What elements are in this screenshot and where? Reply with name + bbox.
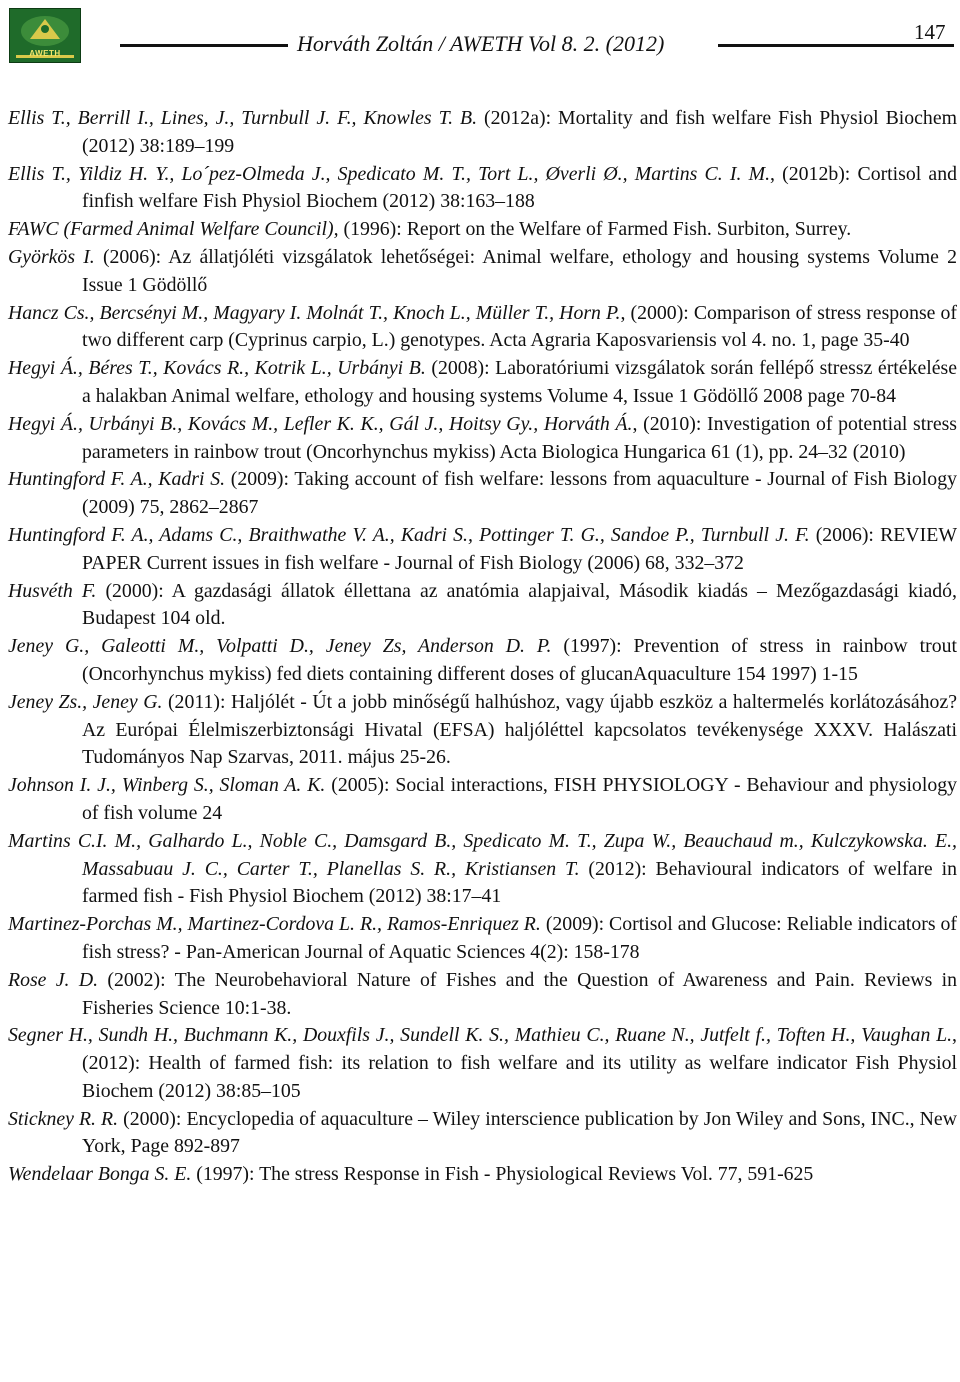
- reference-entry: [8, 578, 957, 634]
- reference-entry: [8, 216, 957, 244]
- reference-details: (2005): Social interactions, FISH PHYSIOLOGY - Behaviour and physiology of fish volume 24: [82, 774, 957, 824]
- reference-authors: Martins C.I. M., Galhardo L., Noble C., Damsgard B., Spedicato M. T., Zupa W., Beauchaud m., Kulczykowska. E., Massabuau J. C., Carter T., Planellas S. R., Kristiansen T.: [8, 829, 957, 880]
- reference-entry: [8, 772, 957, 828]
- reference-authors: Györkös I.: [8, 245, 95, 268]
- reference-details: , (2010): Investigation of potential stress parameters in rainbow trout (Oncorhynchus mykiss) Acta Biologica Hungarica 61 (1), pp. 24–32 (2010): [82, 412, 958, 463]
- reference-entry: [8, 355, 957, 411]
- reference-details: (2002): The Neurobehavioral Nature of Fishes and the Question of Awareness and Pain. Reviews in Fisheries Science 10:1-38.: [82, 968, 957, 1019]
- reference-authors: Hancz Cs., Bercsényi M., Magyary I. Molnát T., Knoch L., Müller T., Horn P.: [8, 301, 621, 324]
- header-rule-left: [120, 44, 288, 47]
- reference-entry: [8, 828, 957, 911]
- reference-entry: [8, 1106, 957, 1162]
- reference-details: (1997): Prevention of stress in rainbow trout (Oncorhynchus mykiss) fed diets containing different doses of glucanAquaculture 154 1997) 1-15: [82, 635, 957, 685]
- reference-authors: Husvéth F.: [8, 579, 97, 602]
- reference-details: (1996): Report on the Welfare of Farmed Fish. Surbiton, Surrey.: [338, 218, 852, 241]
- reference-authors: Jeney Zs., Jeney G.: [8, 690, 163, 713]
- reference-details: (2000): A gazdasági állatok éllettana az anatómia alapjaival, Második kiadás – Mezőgazdasági kiadó, Budapest 104 old.: [82, 579, 957, 630]
- reference-details: , (2012): Health of farmed fish: its relation to fish welfare and its utility as welfare indicator Fish Physiol Biochem (2012) 38:85–105: [82, 1024, 957, 1102]
- reference-details: (2008): Laboratóriumi vizsgálatok során fellépő stressz értékelése a halakban Animal welfare, ethology and housing systems Volume 4, Issue 1 Gödöllő 2008 page 70-84: [82, 357, 957, 407]
- reference-entry: [8, 300, 957, 356]
- reference-entry: [8, 689, 957, 772]
- reference-authors: FAWC (Farmed Animal Welfare Council),: [8, 218, 339, 241]
- reference-entry: [8, 466, 957, 522]
- reference-entry: [8, 1022, 957, 1105]
- reference-authors: Rose J. D.: [8, 968, 99, 991]
- reference-details: , (2012b): Cortisol and finfish welfare Fish Physiol Biochem (2012) 38:163–188: [82, 162, 957, 213]
- reference-details: (1997): The stress Response in Fish - Physiological Reviews Vol. 77, 591-625: [191, 1163, 814, 1186]
- reference-entry: [8, 411, 957, 467]
- reference-details: (2009): Cortisol and Glucose: Reliable indicators of fish stress? - Pan-American Journal of Aquatic Sciences 4(2): 158-178: [82, 913, 958, 963]
- reference-entry: [8, 105, 957, 161]
- reference-authors: Huntingford F. A., Kadri S.: [8, 468, 226, 491]
- reference-authors: Segner H., Sundh H., Buchmann K., Douxfils J., Sundell K. S., Mathieu C., Ruane N., Jutfelt f., Toften H., Vaughan L.: [8, 1024, 953, 1047]
- reference-entry: [8, 1161, 957, 1189]
- reference-details: (2012a): Mortality and fish welfare Fish Physiol Biochem (2012) 38:189–199: [82, 107, 957, 157]
- reference-details: (2000): Encyclopedia of aquaculture – Wiley interscience publication by Jon Wiley and Sons, INC., New York, Page 892-897: [82, 1107, 958, 1158]
- reference-entry: [8, 522, 957, 578]
- reference-details: , (2000): Comparison of stress response of two different carp (Cyprinus carpio, L.) genotypes. Acta Agraria Kaposvariensis vol 4. no. 1, page 35-40: [82, 301, 957, 352]
- reference-entry: [8, 911, 957, 967]
- reference-entry: [8, 161, 957, 217]
- reference-entry: [8, 244, 957, 300]
- reference-details: (2011): Haljólét - Út a jobb minőségű halhúshoz, vagy újabb eszköz a haltermelés korlátozásához? Az Európai Élelmiszerbiztonsági Hivatal (EFSA) haljóléttel kapcsolatos tevékenysége XXXV. Halászati Tudományos Nap Szarvas, 2011. május 25-26.: [82, 690, 958, 769]
- reference-authors: Hegyi Á., Béres T., Kovács R., Kotrik L., Urbányi B.: [8, 357, 426, 380]
- reference-details: (2012): Behavioural indicators of welfare in farmed fish - Fish Physiol Biochem (2012) 38:17–41: [82, 857, 957, 908]
- reference-details: (2006): Az állatjóléti vizsgálatok lehetőségei: Animal welfare, ethology and housing systems Volume 2 Issue 1 Gödöllő: [82, 245, 957, 296]
- running-title: Horváth Zoltán / AWETH Vol 8. 2. (2012): [297, 31, 665, 56]
- page-header: [0, 0, 960, 100]
- logo-text: AWETH: [29, 49, 61, 58]
- reference-entry: [8, 633, 957, 689]
- reference-details: (2006): REVIEW PAPER Current issues in fish welfare - Journal of Fish Biology (2006) 68, 332–372: [82, 523, 957, 574]
- reference-authors: Hegyi Á., Urbányi B., Kovács M., Lefler K. K., Gál J., Hoitsy Gy., Horváth Á.: [8, 412, 633, 435]
- reference-authors: Johnson I. J., Winberg S., Sloman A. K.: [8, 774, 326, 797]
- aweth-logo: [9, 8, 81, 63]
- reference-authors: Stickney R. R.: [8, 1107, 119, 1130]
- reference-details: (2009): Taking account of fish welfare: lessons from aquaculture - Journal of Fish Biology (2009) 75, 2862–2867: [82, 468, 957, 519]
- reference-authors: Ellis T., Berrill I., Lines, J., Turnbull J. F., Knowles T. B.: [8, 107, 478, 129]
- reference-authors: Huntingford F. A., Adams C., Braithwathe V. A., Kadri S., Pottinger T. G., Sandoe P., Turnbull J. F.: [8, 523, 810, 546]
- reference-authors: Wendelaar Bonga S. E.: [8, 1163, 192, 1186]
- reference-authors: Jeney G., Galeotti M., Volpatti D., Jeney Zs, Anderson D. P.: [8, 635, 552, 658]
- page-number: 147: [914, 20, 946, 44]
- reference-authors: Martinez-Porchas M., Martinez-Cordova L. R., Ramos-Enriquez R.: [8, 913, 541, 936]
- reference-authors: Ellis T., Yildiz H. Y., Lo´pez-Olmeda J., Spedicato M. T., Tort L., Øverli Ø., Martins C. I. M.: [8, 162, 771, 185]
- reference-list: [8, 105, 957, 1189]
- reference-entry: [8, 967, 957, 1023]
